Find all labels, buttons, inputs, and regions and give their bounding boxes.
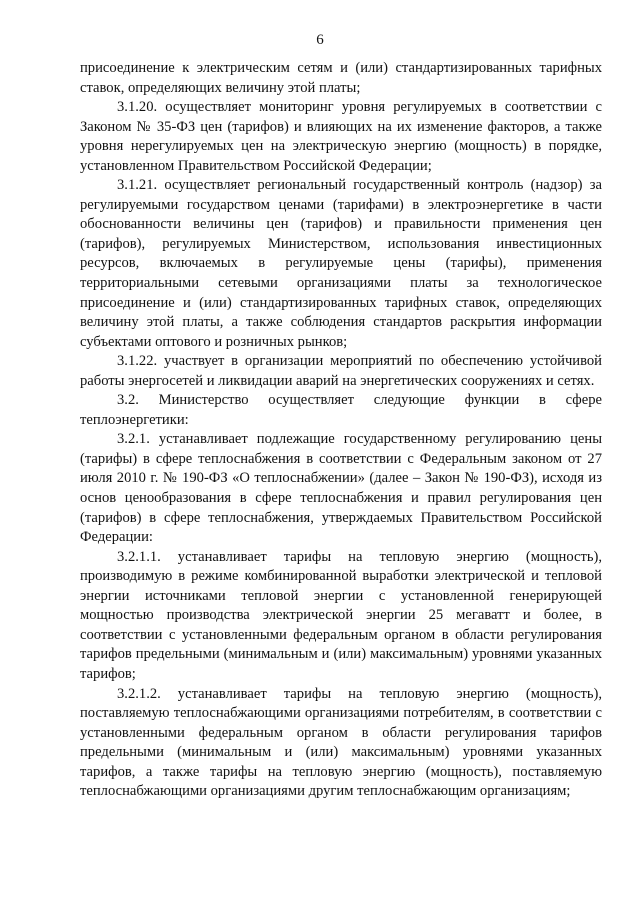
paragraph-3-2-1-2: 3.2.1.2. устанавливает тарифы на тепловую энергию (мощность), поставляемую теплоснабжающими организациями потребителям, в соответствии с установленными федеральным органом в области регулирования тарифов предельными (минимальным и (или) максимальным) уровнями указанных тарифов, а также тарифы на тепловую энергию (мощность), поставляемую теплоснабжающими организациями другим теплоснабжающим организациям; <box>80 685 602 800</box>
document-body <box>80 59 602 802</box>
paragraph-3-2: 3.2. Министерство осуществляет следующие функции в сфере теплоэнергетики: <box>80 392 602 428</box>
paragraph-continuation: присоединение к электрическим сетям и (или) стандартизированных тарифных ставок, определяющих величину этой платы; <box>80 60 602 96</box>
paragraph-3-1-20: 3.1.20. осуществляет мониторинг уровня регулируемых в соответствии с Законом № 35-ФЗ цен (тарифов) и влияющих на их изменение факторов, а также уровня нерегулируемых цен на электрическую энергию (мощность) в порядке, установленном Правительством Российской Федерации; <box>80 99 602 174</box>
page-number: 6 <box>316 32 324 48</box>
paragraph-3-2-1-1: 3.2.1.1. устанавливает тарифы на тепловую энергию (мощность), производимую в режиме комбинированной выработки электрической и тепловой энергии источниками тепловой энергии с установленной генерирующей мощностью производства электрической энергии 25 мегаватт и более, в соответствии с установленными федеральным органом в области регулирования тарифов предельными (минимальным и (или) максимальным) уровнями указанных тарифов; <box>80 548 602 682</box>
paragraph-3-1-21: 3.1.21. осуществляет региональный государственный контроль (надзор) за регулируемыми государством ценами (тарифами) в электроэнергетике в части обоснованности величины цен (тарифов) и правильности применения цен (тарифов), регулируемых Министерством, использования инвестиционных ресурсов, включаемых в регулируемые цены (тарифы), применения территориальными сетевыми организациями платы за технологическое присоединение и (или) стандартизированных тарифных ставок, определяющих величину этой платы, а также соблюдения стандартов раскрытия информации субъектами оптового и розничных рынков; <box>80 177 602 350</box>
paragraph-3-2-1: 3.2.1. устанавливает подлежащие государственному регулированию цены (тарифы) в сфере теплоснабжения в соответствии с Федеральным законом от 27 июля 2010 г. № 190-ФЗ «О теплоснабжении» (далее – Закон № 190-ФЗ), исходя из основ ценообразования в сфере теплоснабжения и правил регулирования цен (тарифов) в сфере теплоснабжения, утверждаемых Правительством Российской Федерации: <box>80 431 602 546</box>
paragraph-3-1-22: 3.1.22. участвует в организации мероприятий по обеспечению устойчивой работы энергосетей и ликвидации аварий на энергетических сооружениях и сетях. <box>80 353 602 389</box>
